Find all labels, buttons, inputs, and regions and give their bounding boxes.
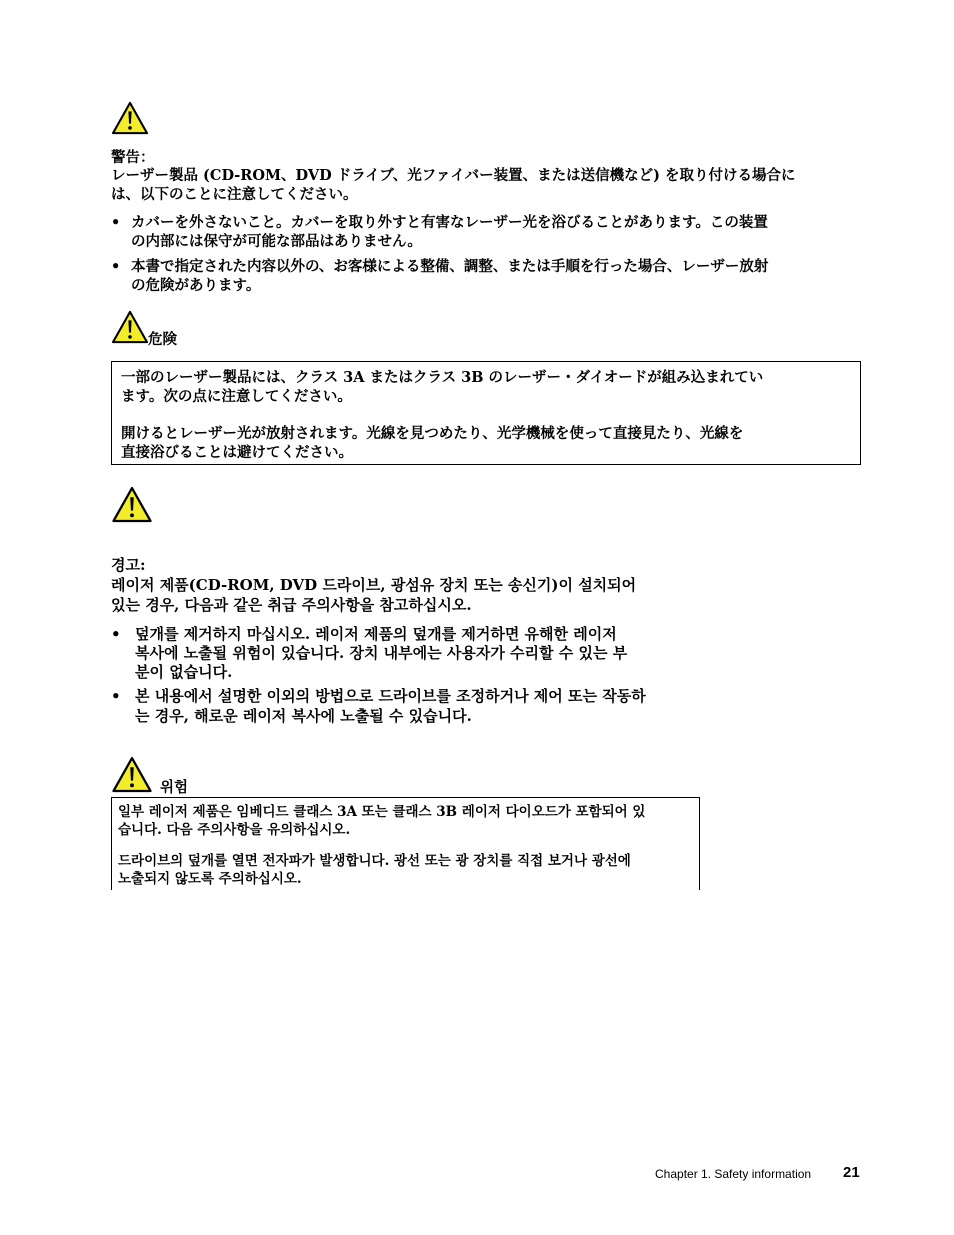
ko-bullet-1-line-3: 분이 없습니다. bbox=[135, 663, 233, 681]
ja-danger-line-4: 直接浴びることは避けてください。 bbox=[121, 444, 353, 461]
ko-danger-line-1: 일부 레이저 제품은 임베디드 클래스 3A 또는 클래스 3B 레이저 다이오드가 포함되어 있 bbox=[118, 804, 646, 820]
warning-triangle-icon bbox=[111, 486, 153, 523]
warning-triangle-icon bbox=[111, 101, 149, 135]
ko-danger-line-2: 습니다. 다음 주의사항을 유의하십시오. bbox=[118, 822, 351, 838]
ko-warning-label: 경고: bbox=[111, 556, 146, 574]
ja-danger-line-2: ます。次の点に注意してください。 bbox=[121, 388, 352, 405]
ja-bullet-1-line-2: の内部には保守が可能な部品はありません。 bbox=[131, 233, 422, 250]
ko-bullet-2-line-2: 는 경우, 해로운 레이저 복사에 노출될 수 있습니다. bbox=[135, 707, 472, 725]
ja-bullet-2-line-1: 本書で指定された内容以外の、お客様による整備、調整、または手順を行った場合、レーザー放射 bbox=[131, 258, 769, 275]
ko-danger-line-4: 노출되지 않도록 주의하십시오. bbox=[118, 871, 302, 887]
ja-warning-intro-line-1: レーザー製品 (CD-ROM、DVD ドライブ、光ファイバー装置、または送信機など) を取り付ける場合に bbox=[111, 167, 796, 184]
ja-warning-intro-line-2: は、以下のことに注意してください。 bbox=[111, 186, 358, 203]
ja-danger-line-1: 一部のレーザー製品には、クラス 3A またはクラス 3B のレーザー・ダイオードが組み込まれてい bbox=[121, 369, 764, 386]
ko-warning-intro-line-1: 레이저 제품(CD-ROM, DVD 드라이브, 광섬유 장치 또는 송신기)이 설치되어 bbox=[111, 576, 637, 594]
bullet-icon: • bbox=[111, 214, 121, 231]
bullet-icon: • bbox=[111, 258, 121, 275]
ko-danger-box bbox=[111, 797, 700, 890]
ja-danger-label: 危険 bbox=[148, 331, 177, 348]
ko-bullet-1-line-1: 덮개를 제거하지 마십시오. 레이저 제품의 덮개를 제거하면 유해한 레이저 bbox=[135, 625, 617, 643]
ja-bullet-2-line-2: の危険があります。 bbox=[131, 277, 261, 294]
ko-danger-line-3: 드라이브의 덮개를 열면 전자파가 발생합니다. 광선 또는 광 장치를 직접 보거나 광선에 bbox=[118, 853, 631, 869]
danger-triangle-icon bbox=[111, 310, 149, 344]
ko-warning-intro-line-2: 있는 경우, 다음과 같은 취급 주의사항을 참고하십시오. bbox=[111, 596, 472, 614]
ko-bullet-1-line-2: 복사에 노출될 위험이 있습니다. 장치 내부에는 사용자가 수리할 수 있는 부 bbox=[135, 644, 628, 662]
footer-page-number: 21 bbox=[843, 1164, 860, 1181]
bullet-icon: • bbox=[111, 687, 121, 705]
ko-bullet-2-line-1: 본 내용에서 설명한 이외의 방법으로 드라이브를 조정하거나 제어 또는 작동하 bbox=[135, 687, 646, 705]
ja-bullet-1-line-1: カバーを外さないこと。カバーを取り外すと有害なレーザー光を浴びることがあります。この装置 bbox=[131, 214, 768, 231]
ja-danger-box bbox=[111, 361, 861, 465]
footer-chapter-title: Chapter 1. Safety information bbox=[655, 1167, 812, 1181]
ja-warning-label: 警告： bbox=[111, 149, 155, 166]
danger-triangle-icon bbox=[111, 756, 153, 793]
bullet-icon: • bbox=[111, 625, 121, 643]
ja-danger-line-3: 開けるとレーザー光が放射されます。光線を見つめたり、光学機械を使って直接見たり、光線を bbox=[121, 425, 744, 442]
ko-danger-label: 위험 bbox=[160, 779, 189, 796]
